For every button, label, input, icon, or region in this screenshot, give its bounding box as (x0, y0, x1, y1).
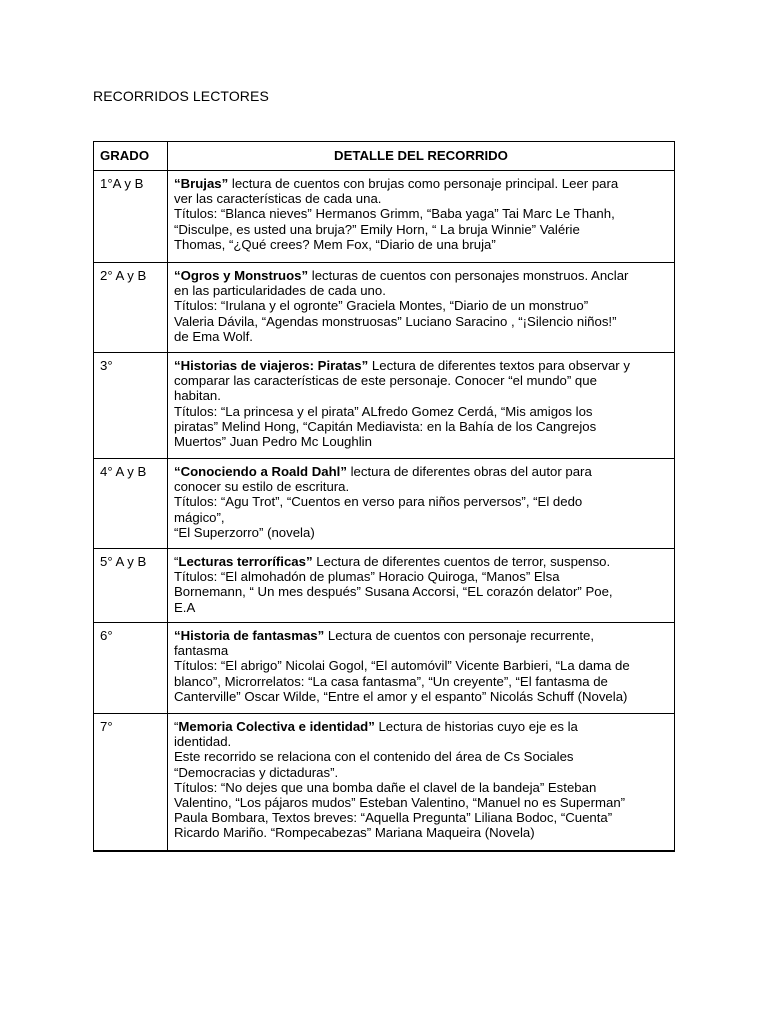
detail-text: Lectura de historias cuyo eje es la (374, 719, 578, 734)
header-detail: DETALLE DEL RECORRIDO (168, 142, 675, 171)
detail-text: Lectura de cuentos con personaje recurrente, (324, 628, 595, 643)
route-topic: “Historias de viajeros: Piratas” (174, 358, 369, 373)
detail-line: conocer su estilo de escritura. (174, 479, 350, 495)
detail-line (174, 628, 668, 643)
grade-cell: 1°A y B (94, 171, 168, 263)
detail-line (174, 268, 668, 283)
detail-line: Títulos: “El abrigo” Nicolai Gogol, “El automóvil” Vicente Barbieri, “La dama de (174, 658, 630, 674)
grade-cell: 5° A y B (94, 549, 168, 623)
detail-text: lectura de cuentos con brujas como personaje principal. Leer para (228, 176, 619, 191)
detail-line: Títulos: “Agu Trot”, “Cuentos en verso para niños perversos”, “El dedo (174, 494, 583, 510)
detail-line: Valentino, “Los pájaros mudos” Esteban Valentino, “Manuel no es Superman” (174, 795, 626, 811)
detail-text: Lectura de diferentes cuentos de terror, suspenso. (312, 554, 611, 569)
detail-line: Títulos: “El almohadón de plumas” Horacio Quiroga, “Manos” Elsa (174, 569, 560, 585)
detail-line: comparar las características de este personaje. Conocer “el mundo” que (174, 373, 597, 389)
detail-line: Títulos: “Irulana y el ogronte” Graciela Montes, “Diario de un monstruo” (174, 298, 589, 314)
detail-line (174, 554, 668, 569)
detail-line: Muertos” Juan Pedro Mc Loughlin (174, 434, 372, 450)
detail-line: Títulos: “Blanca nieves” Hermanos Grimm, “Baba yaga” Tai Marc Le Thanh, (174, 206, 615, 222)
grade-cell: 2° A y B (94, 263, 168, 353)
detail-cell (168, 623, 675, 714)
detail-line (174, 358, 668, 373)
detail-text: Lectura de diferentes textos para observar y (368, 358, 630, 373)
detail-line: Valeria Dávila, “Agendas monstruosas” Luciano Saracino , “¡Silencio niños!” (174, 313, 617, 329)
grade-cell: 3° (94, 353, 168, 459)
page-title: RECORRIDOS LECTORES (93, 88, 269, 104)
route-topic: “Brujas” (174, 176, 229, 191)
topic-quote-open: “ (174, 554, 179, 569)
detail-line: blanco”, Microrrelatos: “La casa fantasma”, “Un creyente”, “El fantasma de (174, 673, 608, 689)
route-topic: “Ogros y Monstruos” (174, 268, 309, 283)
header-grade: GRADO (94, 142, 168, 171)
detail-line (174, 176, 668, 191)
detail-cell (168, 549, 675, 623)
table-row (94, 353, 675, 459)
reading-routes-table (93, 141, 675, 852)
detail-line: Títulos: “La princesa y el pirata” ALfredo Gomez Cerdá, “Mis amigos los (174, 403, 593, 419)
detail-line: Ricardo Mariño. “Rompecabezas” Mariana Maqueira (Novela) (174, 825, 535, 841)
detail-cell (168, 459, 675, 549)
detail-line: Canterville” Oscar Wilde, “Entre el amor y el espanto” Nicolás Schuff (Novela) (174, 688, 628, 704)
detail-line (174, 719, 668, 734)
detail-cell (168, 171, 675, 263)
detail-line: Títulos: “No dejes que una bomba dañe el clavel de la bandeja” Esteban (174, 779, 597, 795)
detail-line: “Disculpe, es usted una bruja?” Emily Horn, “ La bruja Winnie” Valérie (174, 221, 580, 237)
table-header-row (94, 142, 675, 171)
table-row (94, 171, 675, 263)
detail-line: habitan. (174, 388, 221, 404)
table-row (94, 623, 675, 714)
detail-line: identidad. (174, 734, 232, 750)
route-topic: Lecturas terroríficas” (178, 554, 313, 569)
detail-line: Este recorrido se relaciona con el contenido del área de Cs Sociales (174, 749, 574, 765)
detail-line: E.A (174, 599, 196, 615)
detail-line: en las particularidades de cada uno. (174, 283, 386, 299)
grade-cell: 6° (94, 623, 168, 714)
topic-quote-open: “ (174, 719, 179, 734)
detail-cell (168, 263, 675, 353)
table-row (94, 714, 675, 852)
route-topic: Memoria Colectiva e identidad” (178, 719, 375, 734)
detail-line: mágico”, (174, 509, 225, 525)
detail-line: Thomas, “¿Qué crees? Mem Fox, “Diario de una bruja” (174, 236, 496, 252)
detail-cell (168, 714, 675, 852)
route-topic: “Conociendo a Roald Dahl” (174, 464, 347, 479)
detail-text: lecturas de cuentos con personajes monstruos. Anclar (308, 268, 629, 283)
detail-line: Paula Bombara, Textos breves: “Aquella Pregunta” Liliana Bodoc, “Cuenta” (174, 810, 613, 826)
detail-line: Bornemann, “ Un mes después” Susana Accorsi, “EL corazón delator” Poe, (174, 584, 613, 600)
detail-line: de Ema Wolf. (174, 328, 253, 344)
detail-cell (168, 353, 675, 459)
detail-line: “El Superzorro” (novela) (174, 524, 315, 540)
detail-line: ver las características de cada una. (174, 191, 382, 207)
table-row (94, 549, 675, 623)
detail-text: lectura de diferentes obras del autor para (346, 464, 592, 479)
grade-cell: 4° A y B (94, 459, 168, 549)
table-row (94, 459, 675, 549)
detail-line: piratas” Melind Hong, “Capitán Mediavista: en la Bahía de los Cangrejos (174, 418, 597, 434)
detail-line (174, 464, 668, 479)
table-row (94, 263, 675, 353)
grade-cell: 7° (94, 714, 168, 852)
detail-line: “Democracias y dictaduras”. (174, 764, 339, 780)
route-topic: “Historia de fantasmas” (174, 628, 325, 643)
detail-line: fantasma (174, 643, 229, 659)
